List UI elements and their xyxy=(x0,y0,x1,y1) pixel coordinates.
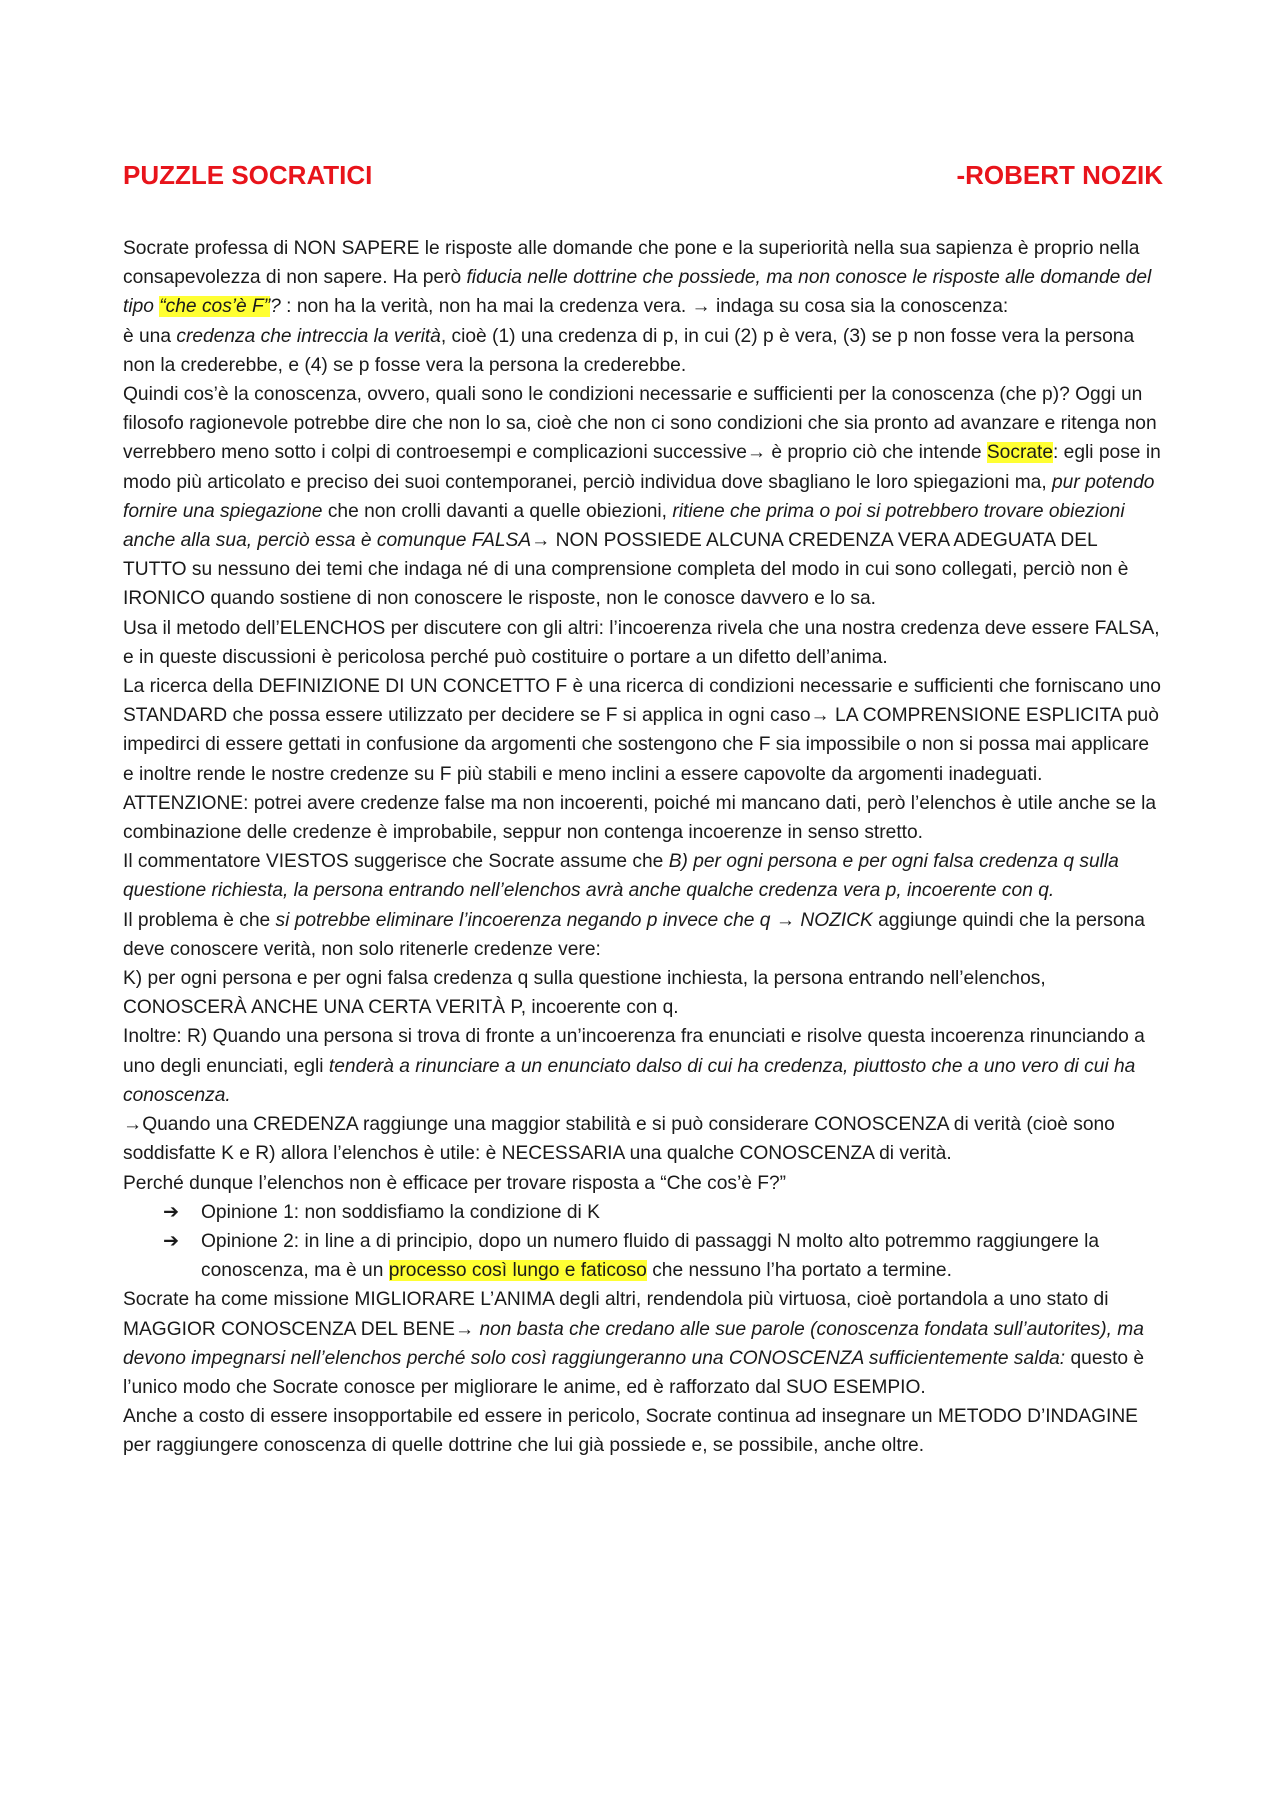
text: , cioè (1) una credenza di p, in cui (2) p è vera, (3) se p non fosse vera la persona non la crederebbe, e (4) se p fosse vera la persona la crederebbe. xyxy=(123,325,1135,376)
text: Perché dunque l’elenchos non è efficace per trovare risposta a “Che cos’è F?” xyxy=(123,1172,787,1194)
highlighted-text: “che cos’è F” xyxy=(159,296,271,318)
text: La ricerca della DEFINIZIONE DI UN CONCETTO F è una ricerca di condizioni necessarie e sufficienti che forniscano uno STANDARD che possa essere utilizzato per decidere se F si applica in ogni caso xyxy=(123,676,1161,727)
right-arrow-icon: → xyxy=(810,705,830,727)
paragraph-8 xyxy=(123,906,1163,964)
italic-text: fiducia nelle dottrine che possiede, ma non conosce le risposte alle domande del tipo xyxy=(123,267,1152,318)
text: K) per ogni persona e per ogni falsa credenza q sulla questione inchiesta, la persona entrando nell’elenchos, CONOSCERÀ ANCHE UNA CERTA VERITÀ P, incoerente con q. xyxy=(123,968,1046,1019)
text: Socrate professa di NON SAPERE le risposte alle domande che pone e la superiorità nella sua sapienza è proprio nella consapevolezza di non sapere. Ha però xyxy=(123,238,1140,289)
text: aggiunge quindi che la persona deve conoscere verità, non solo ritenerle credenze vere: xyxy=(123,909,1145,960)
text: questo è l’unico modo che Socrate conosce per migliorare le anime, ed è rafforzato dal SUO ESEMPIO. xyxy=(123,1347,1145,1398)
list-item xyxy=(163,1227,1163,1285)
italic-text: ritiene che prima o poi si potrebbero trovare obiezioni anche alla sua, perciò essa è comunque FALSA xyxy=(123,500,1125,552)
paragraph-3 xyxy=(123,380,1163,614)
italic-text: tenderà a rinunciare a un enunciato dalso di cui ha credenza, piuttosto che a uno vero di cui ha conoscenza. xyxy=(123,1055,1136,1106)
text: Il commentatore VIESTOS suggerisce che Socrate assume che xyxy=(123,851,669,873)
text: Anche a costo di essere insopportabile ed essere in pericolo, Socrate continua ad insegnare un METODO D’INDAGINE per raggiungere conoscenza di quelle dottrine che lui già possiede e, se possibile, anche oltre. xyxy=(123,1406,1138,1457)
list-item xyxy=(163,1198,1163,1227)
right-arrow-icon: → xyxy=(531,530,551,552)
text: : non ha la verità, non ha mai la credenza vera. xyxy=(280,296,692,318)
paragraph-6 xyxy=(123,789,1163,847)
paragraph-14 xyxy=(123,1402,1163,1460)
paragraph-11 xyxy=(123,1110,1163,1168)
bold-arrow-bullet-icon: ➔ xyxy=(163,1201,180,1223)
document-body xyxy=(123,234,1163,1461)
text: che nessuno l’ha portato a termine. xyxy=(646,1260,952,1282)
right-arrow-icon: → xyxy=(123,1114,143,1136)
text: Opinione 2: in line a di principio, dopo un numero fluido di passaggi N molto alto potremmo raggiungere la conoscenza, ma è un xyxy=(201,1230,1100,1282)
text: ATTENZIONE: potrei avere credenze false ma non incoerenti, poiché mi mancano dati, però l’elenchos è utile anche se la combinazione delle credenze è improbabile, seppur non contenga incoerenze in senso stretto. xyxy=(123,792,1157,844)
text: Socrate ha come missione MIGLIORARE L’ANIMA degli altri, rendendola più virtuosa, cioè portandola a uno stato di MAGGIOR CONOSCENZA DEL BENE xyxy=(123,1289,1109,1340)
text: NON POSSIEDE ALCUNA CREDENZA VERA ADEGUATA DEL TUTTO su nessuno dei temi che indaga né di una comprensione completa del modo in cui sono collegati, perciò non è IRONICO quando sostiene di non conoscere le risposte, non le conosce davvero e lo sa. xyxy=(123,530,1129,610)
paragraph-10 xyxy=(123,1022,1163,1110)
italic-text: B) per ogni persona e per ogni falsa credenza q sulla questione richiesta, la persona entrando nell’elenchos avrà anche qualche credenza vera p, incoerente con q. xyxy=(123,851,1119,902)
paragraph-2 xyxy=(123,322,1163,380)
text: è proprio ciò che intende xyxy=(766,442,987,464)
text: : egli pose in modo più articolato e preciso dei suoi contemporanei, perciò individua dove sbagliano le loro spiegazioni ma, xyxy=(123,442,1161,493)
italic-text: credenza che intreccia la verità xyxy=(176,325,441,347)
highlighted-text: processo così lungo e faticoso xyxy=(388,1260,647,1282)
paragraph-7 xyxy=(123,847,1163,905)
text: che non crolli davanti a quelle obiezioni, xyxy=(322,500,673,522)
right-arrow-icon: → xyxy=(775,909,795,931)
highlighted-text: Socrate xyxy=(986,442,1054,464)
italic-text: pur potendo fornire una spiegazione xyxy=(123,471,1155,522)
text: Quindi cos’è la conoscenza, ovvero, quali sono le condizioni necessarie e sufficienti per la conoscenza (che p)? Oggi un filosofo ragionevole potrebbe dire che non lo sa, cioè che non ci sono condizioni che sia pronto ad avanzare e ritenga non verrebbero meno sotto i colpi di controesempi e complicazioni successive xyxy=(123,384,1157,464)
list-item-text xyxy=(201,1227,1163,1285)
paragraph-5 xyxy=(123,672,1163,789)
paragraph-13 xyxy=(123,1285,1163,1402)
text: è una xyxy=(123,325,177,347)
paragraph-12 xyxy=(123,1169,1163,1198)
paragraph-1 xyxy=(123,234,1163,322)
bold-arrow-bullet-icon: ➔ xyxy=(163,1230,180,1252)
italic-text: si potrebbe eliminare l’incoerenza negando p invece che q xyxy=(275,909,771,931)
text: indaga su cosa sia la conoscenza: xyxy=(710,296,1009,318)
paragraph-9 xyxy=(123,964,1163,1022)
right-arrow-icon: → xyxy=(691,296,711,318)
right-arrow-icon: → xyxy=(454,1318,475,1340)
document-page xyxy=(123,160,1163,1461)
opinion-list xyxy=(123,1198,1163,1286)
text: Usa il metodo dell’ELENCHOS per discutere con gli altri: l’incoerenza rivela che una nostra credenza deve essere FALSA, e in queste discussioni è pericolosa perché può costituire o portare a un difetto dell’anima. xyxy=(123,617,1160,668)
italic-text: non basta che credano alle sue parole (conoscenza fondata sull’autorites), ma devono impegnarsi nell’elenchos perché solo così raggiungeranno una CONOSCENZA sufficientemente salda: xyxy=(123,1318,1144,1369)
document-title: PUZZLE SOCRATICI xyxy=(123,160,373,190)
list-item-text: Opinione 1: non soddisfiamo la condizione di K xyxy=(201,1201,600,1223)
document-author: -ROBERT NOZIK xyxy=(956,160,1163,190)
italic-text: NOZICK xyxy=(795,909,873,931)
text: Il problema è che xyxy=(123,909,276,931)
paragraph-4 xyxy=(123,614,1163,672)
text: LA COMPRENSIONE ESPLICITA può impedirci di essere gettati in confusione da argomenti che sostengono che F sia impossibile o non si possa mai applicare e inoltre rende le nostre credenze su F più stabili e meno inclini a essere capovolte da argomenti inadeguati. xyxy=(123,705,1159,785)
right-arrow-icon: → xyxy=(746,442,767,464)
text: Inoltre: R) Quando una persona si trova di fronte a un’incoerenza fra enunciati e risolve questa incoerenza rinunciando a uno degli enunciati, egli xyxy=(123,1026,1145,1077)
text: Quando una CREDENZA raggiunge una maggior stabilità e si può considerare CONOSCENZA di verità (cioè sono soddisfatte K e R) allora l’elenchos è utile: è NECESSARIA una qualche CONOSCENZA di verità. xyxy=(123,1114,1115,1165)
italic-text: ? xyxy=(270,296,281,318)
title-row xyxy=(123,160,1163,190)
